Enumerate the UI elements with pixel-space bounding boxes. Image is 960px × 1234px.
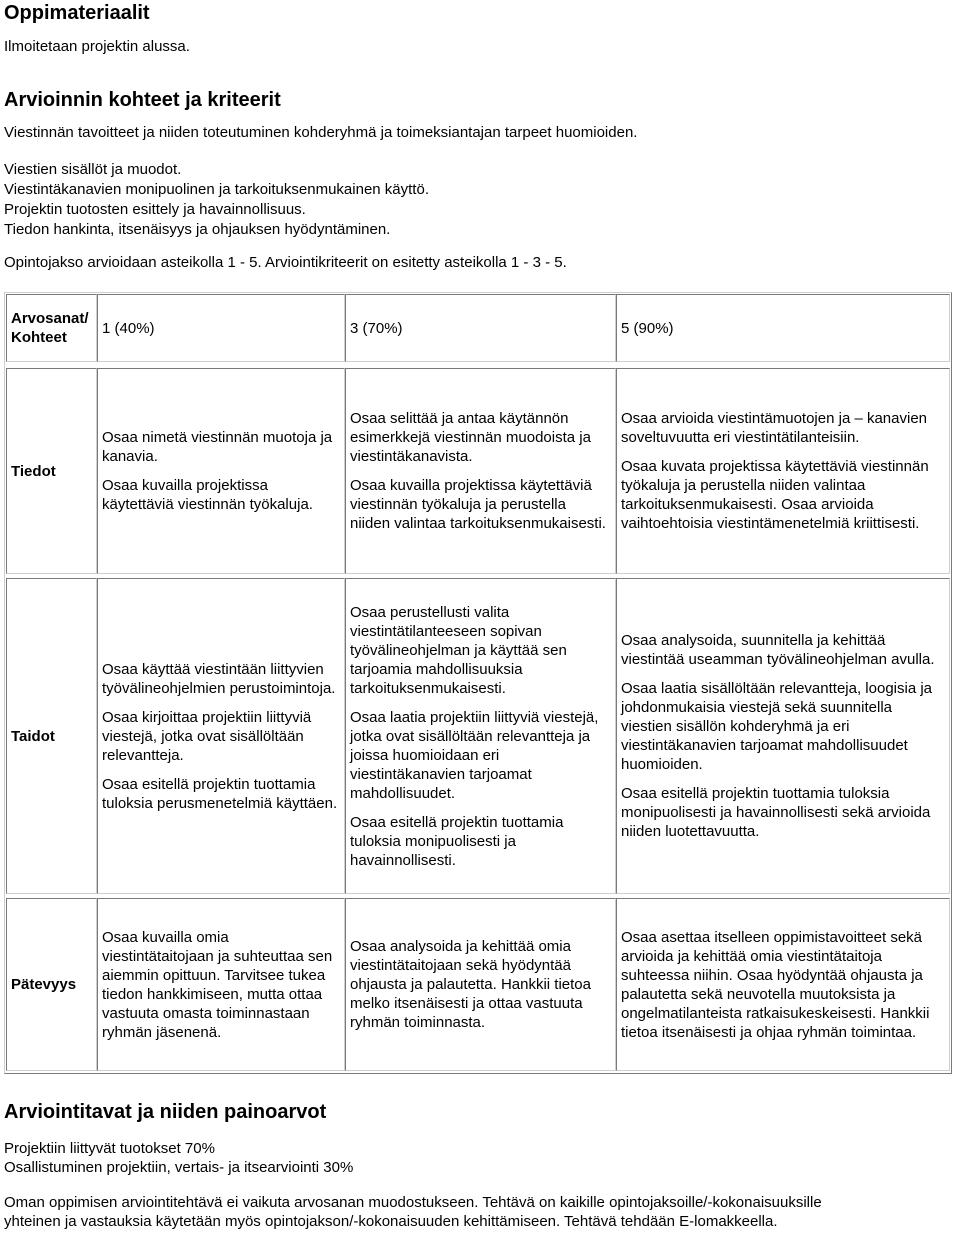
criteria-item: Viestien sisällöt ja muodot. [4, 161, 182, 178]
criteria-paragraph: Osaa kuvata projektissa käytettäviä viestinnän työkaluja ja perustella niiden valintaa tarkoituksenmukaisesti. Osaa arvioida vaihtoehtoisia viestintämenetelmiä kriittisesti. [621, 458, 929, 532]
header-corner-line1: Arvosanat/ [11, 310, 89, 327]
criteria-cell [616, 368, 950, 574]
criteria-paragraph: Osaa analysoida, suunnitella ja kehittää viestintää useamman työvälineohjelman avulla. [621, 632, 935, 668]
grade-header-5 [616, 294, 950, 362]
grade-header-label: 3 (70%) [350, 319, 403, 337]
row-label-text: Pätevyys [11, 976, 77, 993]
criteria-paragraph: Osaa arvioida viestintämuotojen ja – kanavien soveltuvuutta eri viestintätilanteisiin. [621, 410, 928, 446]
criteria-paragraph: Osaa esitellä projektin tuottamia tuloksia perusmenetelmiä käyttäen. [102, 775, 338, 812]
header-corner-cell [6, 294, 97, 362]
criteria-intro: Viestinnän tavoitteet ja niiden toteutuminen kohderyhmä ja toimeksiantajan tarpeet huomioiden. [4, 124, 638, 141]
criteria-paragraph: Osaa laatia projektiin liittyviä viestejä, jotka ovat sisällöltään relevantteja ja joissa huomioidaan eri viestintäkanavien tarjoamat mahdollisuudet. [350, 708, 599, 802]
assessment-note: yhteinen ja vastauksia käytetään myös opintojakson/-kokonaisuuden kehittämiseen. Tehtävä tehdään E-lomakkeella. [4, 1213, 778, 1230]
grade-header-1 [97, 294, 345, 362]
criteria-paragraph: Osaa käyttää viestintään liittyvien työvälineohjelmien perustoimintoja. [102, 660, 336, 697]
heading-arvioinnin-kohteet: Arvioinnin kohteet ja kriteerit [4, 89, 281, 111]
criteria-paragraph: Osaa asettaa itselleen oppimistavoitteet sekä arvioida ja kehittää omia viestintätaitoja suhteessa niihin. Osaa hyödyntää ohjausta ja palautetta sekä neuvotella muutoksista ja ongelmatilanteista ratkaisukeskeisesti. Hankkii tietoa itsenäisesti ja ohjaa ryhmän toimintaa. [621, 928, 930, 1041]
criteria-paragraph: Osaa kuvailla projektissa käytettäviä viestinnän työkaluja ja perustella niiden valintaa tarkoituksenmukaisesti. [350, 477, 606, 532]
criteria-cell [345, 368, 616, 574]
header-corner-line2: Kohteet [11, 329, 67, 346]
criteria-paragraph: Osaa esitellä projektin tuottamia tuloksia monipuolisesti ja havainnollisesti sekä arvioida niiden luotettavuutta. [621, 785, 931, 840]
criteria-paragraph: Osaa kuvailla omia viestintätaitojaan ja suhteuttaa sen aiemmin opittuun. Tarvitsee tukea tiedon hankkimiseen, mutta ottaa vastuuta omasta toiminnastaan ryhmän jäsenenä. [102, 928, 333, 1041]
criteria-paragraph: Osaa kuvailla projektissa käytettäviä viestinnän työkaluja. [102, 477, 313, 513]
criteria-cell [97, 578, 345, 894]
criteria-item: Viestintäkanavien monipuolinen ja tarkoituksenmukainen käyttö. [4, 181, 429, 198]
row-label-text: Taidot [11, 727, 55, 745]
criteria-paragraph: Osaa analysoida ja kehittää omia viestintätaitojaan sekä hyödyntää ohjausta ja palautetta. Hankkii tietoa melko itsenäisesti ja ottaa vastuuta ryhmän toiminnasta. [350, 938, 591, 1031]
row-label-taidot [6, 578, 97, 894]
rubric-table [4, 292, 952, 1074]
criteria-cell [345, 898, 616, 1071]
criteria-cell [345, 578, 616, 894]
heading-arviointitavat: Arviointitavat ja niiden painoarvot [4, 1101, 327, 1123]
criteria-paragraph: Osaa perustellusti valita viestintätilanteeseen sopivan työvälineohjelman ja käyttää sen tarjoamia mahdollisuuksia tarkoituksenmukaisesti. [350, 603, 567, 697]
criteria-paragraph: Osaa kirjoittaa projektiin liittyviä viestejä, jotka ovat sisällöltään relevantteja. [102, 708, 312, 764]
row-label-tiedot [6, 368, 97, 574]
criteria-paragraph: Osaa nimetä viestinnän muotoja ja kanavia. [102, 429, 333, 465]
weight-line: Projektiin liittyvät tuotokset 70% [4, 1140, 215, 1157]
criteria-cell [616, 578, 950, 894]
assessment-note: Oman oppimisen arviointitehtävä ei vaikuta arvosanan muodostukseen. Tehtävä on kaikille opintojaksoille/-kokonaisuuksille [4, 1194, 822, 1211]
criteria-item: Projektin tuotosten esittely ja havainnollisuus. [4, 201, 306, 218]
criteria-cell [97, 898, 345, 1071]
grade-header-label: 1 (40%) [102, 319, 155, 337]
row-label-text: Tiedot [11, 462, 56, 480]
criteria-item: Tiedon hankinta, itsenäisyys ja ohjauksen hyödyntäminen. [4, 221, 391, 238]
heading-oppimateriaalit: Oppimateriaalit [4, 2, 150, 24]
criteria-cell [97, 368, 345, 574]
criteria-paragraph: Osaa esitellä projektin tuottamia tuloksia monipuolisesti ja havainnollisesti. [350, 813, 564, 869]
row-label-patevyys [6, 898, 97, 1071]
criteria-paragraph: Osaa selittää ja antaa käytännön esimerkkejä viestinnän muodoista ja viestintäkanavista. [350, 410, 591, 465]
grade-header-label: 5 (90%) [621, 319, 674, 337]
weight-line: Osallistuminen projektiin, vertais- ja itsearviointi 30% [4, 1159, 354, 1176]
criteria-paragraph: Osaa laatia sisällöltään relevantteja, loogisia ja johdonmukaisia viestejä sekä suunnitella viestien sisällön kohderyhmä ja eri viestintäkanavien tarjoamat mahdollisuudet huomioiden. [621, 680, 933, 773]
grade-header-3 [345, 294, 616, 362]
grading-scale-text: Opintojakso arvioidaan asteikolla 1 - 5. Arviointikriteerit on esitetty asteikolla 1 - 3 - 5. [4, 254, 567, 271]
criteria-cell [616, 898, 950, 1071]
materials-text: Ilmoitetaan projektin alussa. [4, 38, 190, 55]
